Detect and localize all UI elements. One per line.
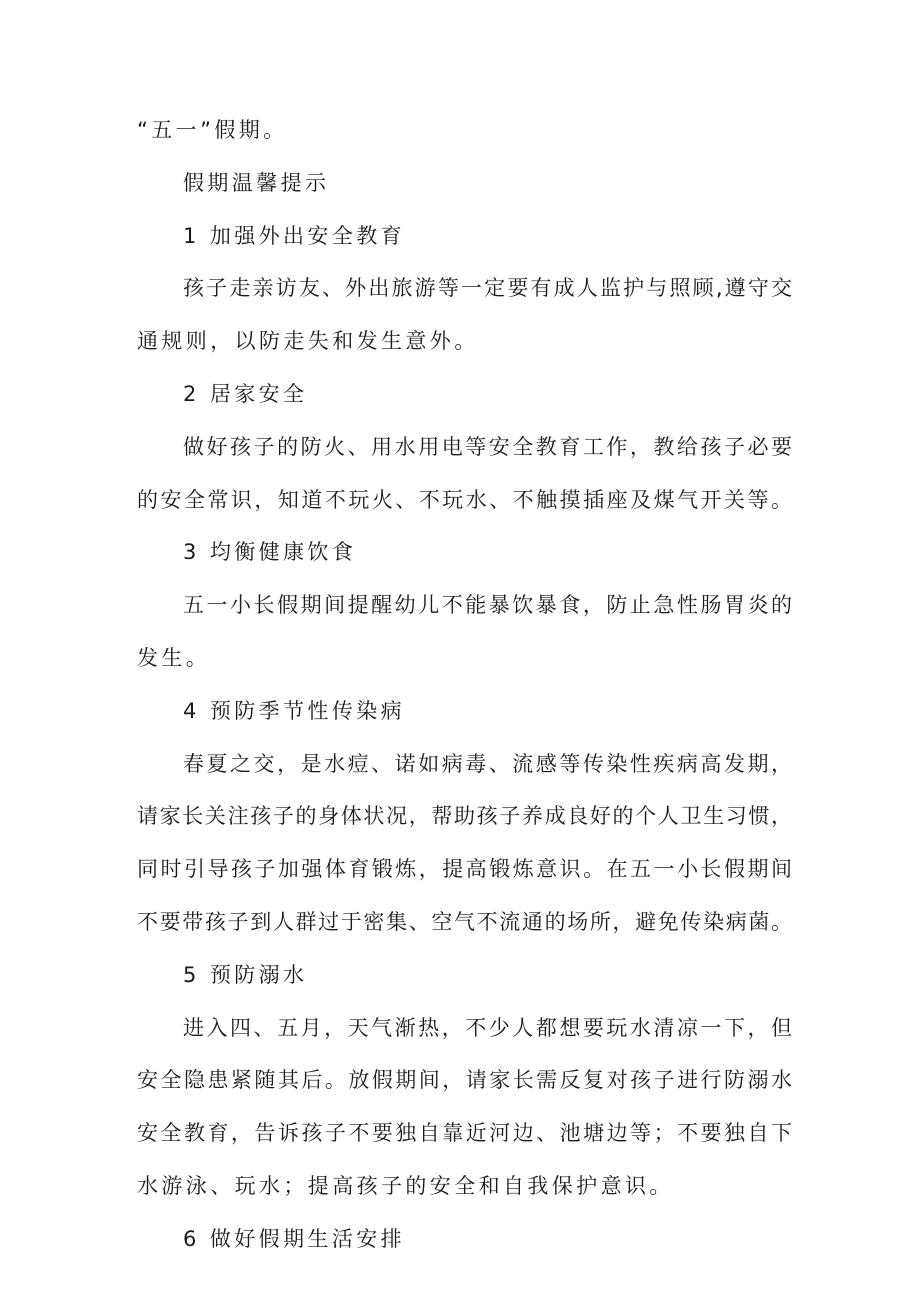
text-line: 请家长关注孩子的身体状况，帮助孩子养成良好的个人卫生习惯， <box>137 804 792 829</box>
section-heading: 6 做好假期生活安排 <box>183 1226 406 1251</box>
text-line: 安全教育，告诉孩子不要独自靠近河边、池塘边等；不要独自下 <box>137 1121 792 1146</box>
section-heading: 2 居家安全 <box>183 381 308 406</box>
text-line: 春夏之交，是水痘、诺如病毒、流感等传染性疾病高发期， <box>183 751 792 776</box>
text-line: 的安全常识，知道不玩火、不玩水、不触摸插座及煤气开关等。 <box>137 487 792 512</box>
text-line: 假期温馨提示 <box>183 170 330 195</box>
text-line: 做好孩子的防火、用水用电等安全教育工作，教给孩子必要 <box>183 434 792 459</box>
section-heading: 1 加强外出安全教育 <box>183 223 406 248</box>
text-line: 孩子走亲访友、外出旅游等一定要有成人监护与照顾,遵守交 <box>183 276 792 301</box>
text-line: 安全隐患紧随其后。放假期间，请家长需反复对孩子进行防溺水 <box>137 1068 792 1093</box>
text-line: “五一”假期。 <box>137 118 288 142</box>
text-line: 发生。 <box>137 645 211 670</box>
document-page <box>137 104 792 1266</box>
text-line: 进入四、五月，天气渐热，不少人都想要玩水清凉一下，但 <box>183 1015 792 1040</box>
text-line: 同时引导孩子加强体育锻炼，提高锻炼意识。在五一小长假期间 <box>137 857 792 882</box>
text-line: 不要带孩子到人群过于密集、空气不流通的场所，避免传染病菌。 <box>137 909 792 934</box>
text-line: 通规则，以防走失和发生意外。 <box>137 329 479 354</box>
text-line: 五一小长假期间提醒幼儿不能暴饮暴食，防止急性肠胃炎的 <box>183 593 792 618</box>
section-heading: 5 预防溺水 <box>183 962 308 987</box>
text-line: 水游泳、玩水；提高孩子的安全和自我保护意识。 <box>137 1173 674 1198</box>
section-heading: 4 预防季节性传染病 <box>183 698 406 723</box>
section-heading: 3 均衡健康饮食 <box>183 540 357 565</box>
